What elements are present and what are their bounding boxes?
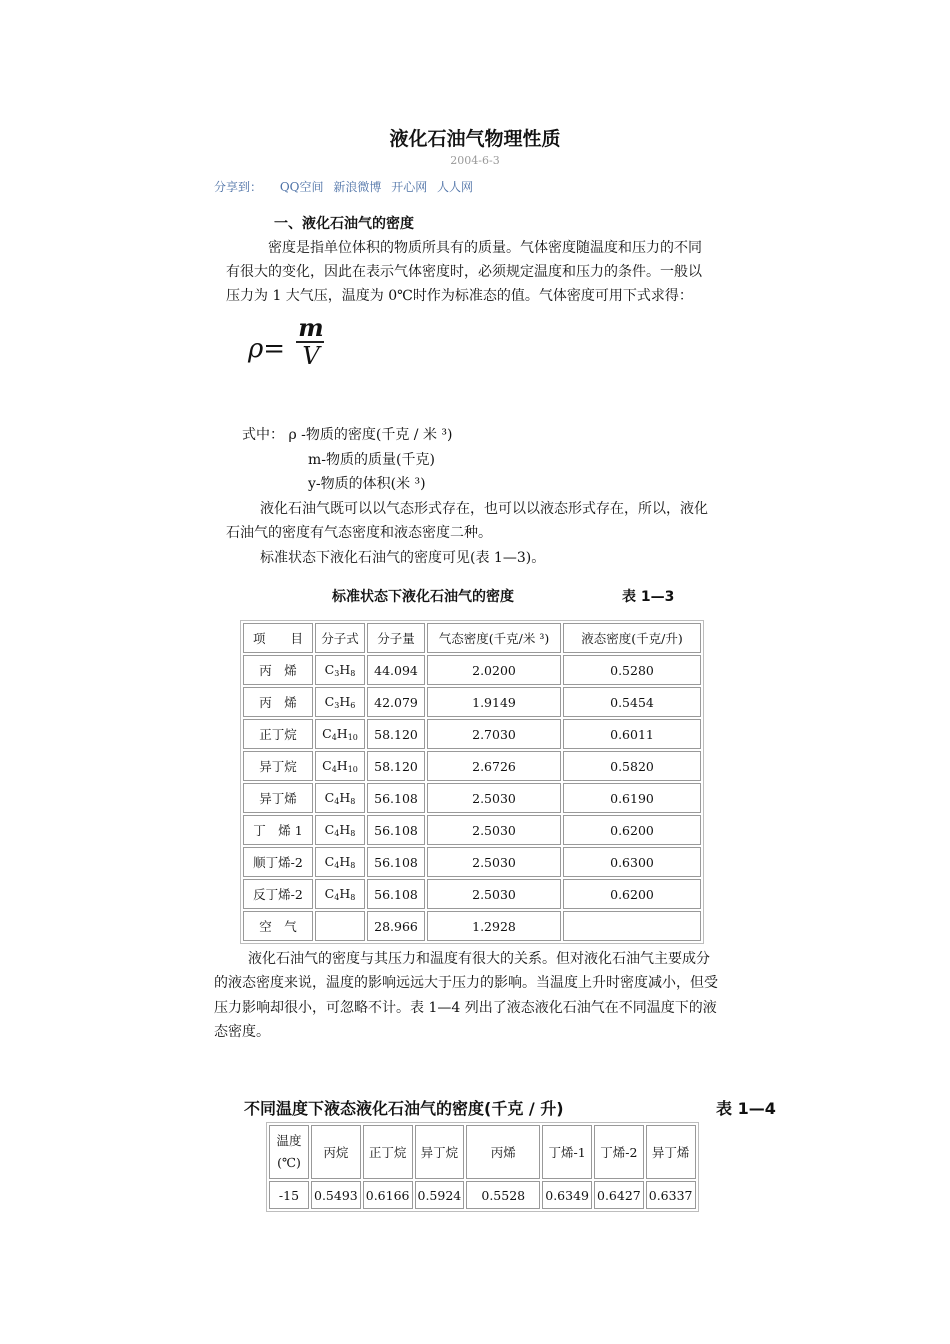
table-cell: 28.966: [367, 911, 425, 941]
para2-line1: 液化石油气既可以以气态形式存在，也可以以液态形式存在，所以，液化: [260, 501, 708, 517]
temperature-density-table: [266, 1122, 699, 1212]
where-line3: y-物质的体积(米 ³): [308, 476, 426, 492]
para1-line3: 压力为 1 大气压，温度为 0℃时作为标准态的值。气体密度可用下式求得：: [226, 288, 693, 304]
formula-cell: $C_3H_8$: [315, 655, 365, 685]
para4-line4: 态密度。: [214, 1024, 270, 1040]
table-cell: 0.6166: [363, 1181, 413, 1209]
table-cell: 58.120: [367, 719, 425, 749]
table-cell: 丙 烯: [243, 687, 313, 717]
table-cell: 0.6349: [542, 1181, 592, 1209]
table-header-row: [243, 623, 701, 653]
table-cell: 0.5454: [563, 687, 701, 717]
table-cell: 0.5280: [563, 655, 701, 685]
table-cell: 0.5493: [311, 1181, 361, 1209]
table1-number: 表 1—3: [622, 589, 675, 605]
table-cell: 2.5030: [427, 879, 561, 909]
table-cell: 58.120: [367, 751, 425, 781]
table-cell: 42.079: [367, 687, 425, 717]
section-heading: 一、液化石油气的密度: [274, 216, 414, 232]
col-header: 气态密度(千克/米 ³): [427, 623, 561, 653]
table-cell: [315, 911, 365, 941]
col-header: 丙烯: [466, 1125, 540, 1179]
para1-line2: 有很大的变化，因此在表示气体密度时，必须规定温度和压力的条件。一般以: [226, 264, 702, 280]
para4-line2: 的液态密度来说，温度的影响远远大于压力的影响。当温度上升时密度减小，但受: [214, 975, 718, 991]
where-line1: 式中： ρ -物质的密度(千克 / 米 ³): [242, 427, 453, 443]
col-header: 项 目: [243, 623, 313, 653]
col-header: 丁烯-1: [542, 1125, 592, 1179]
table2-number: 表 1—4: [716, 1099, 776, 1118]
table-cell: 1.2928: [427, 911, 561, 941]
table-row: [243, 879, 701, 909]
col-header: 丙烷: [311, 1125, 361, 1179]
col-header: 分子式: [315, 623, 365, 653]
table-row: [243, 847, 701, 877]
table-cell: 异丁烷: [243, 751, 313, 781]
col-header: 温度(℃): [269, 1125, 309, 1179]
share-link-weibo[interactable]: 新浪微博: [333, 180, 382, 194]
table-cell: 0.5820: [563, 751, 701, 781]
table-cell: 2.5030: [427, 783, 561, 813]
table-cell: 44.094: [367, 655, 425, 685]
table-cell: 丁 烯 1: [243, 815, 313, 845]
table-cell: 0.6427: [594, 1181, 644, 1209]
col-header: 正丁烷: [363, 1125, 413, 1179]
table-cell: 2.7030: [427, 719, 561, 749]
formula-cell: $C_4H_8$: [315, 815, 365, 845]
formula-cell: $C_3H_6$: [315, 687, 365, 717]
table-row: [243, 783, 701, 813]
table-row: [243, 911, 701, 941]
para2-line2: 石油气的密度有气态密度和液态密度二种。: [226, 525, 492, 541]
table-cell: 丙 烯: [243, 655, 313, 685]
share-link-kaixin[interactable]: 开心网: [391, 180, 428, 194]
table-cell: 0.6190: [563, 783, 701, 813]
para1-line1: 密度是指单位体积的物质所具有的质量。气体密度随温度和压力的不同: [268, 240, 702, 256]
table-cell: 异丁烯: [243, 783, 313, 813]
share-label: 分享到：: [214, 180, 263, 194]
table-cell: 0.6200: [563, 879, 701, 909]
formula-numerator: m: [298, 313, 324, 342]
table-cell: -15: [269, 1181, 309, 1209]
table-cell: 0.6200: [563, 815, 701, 845]
share-link-renren[interactable]: 人人网: [437, 180, 474, 194]
formula-fraction: [296, 313, 326, 370]
col-header: 异丁烷: [415, 1125, 465, 1179]
table-cell: 56.108: [367, 847, 425, 877]
table-row: [243, 687, 701, 717]
formula-cell: $C_4H_8$: [315, 879, 365, 909]
table-row: [243, 719, 701, 749]
table-row: [243, 815, 701, 845]
table-cell: 1.9149: [427, 687, 561, 717]
table-cell: 56.108: [367, 879, 425, 909]
formula-cell: $C_4H_{10}$: [315, 719, 365, 749]
publish-date: 2004-6-3: [450, 154, 500, 167]
table-cell: 56.108: [367, 783, 425, 813]
table-cell: 反丁烯-2: [243, 879, 313, 909]
table1-caption: 标准状态下液化石油气的密度: [332, 589, 514, 605]
density-table: [240, 620, 704, 944]
table-cell: 0.5528: [466, 1181, 540, 1209]
formula-denominator: V: [302, 342, 320, 370]
table-cell: 2.0200: [427, 655, 561, 685]
table-cell: 56.108: [367, 815, 425, 845]
table-cell: 0.6300: [563, 847, 701, 877]
formula-cell: $C_4H_8$: [315, 847, 365, 877]
table-cell: 顺丁烯-2: [243, 847, 313, 877]
table-cell: 2.5030: [427, 847, 561, 877]
share-link-qzone[interactable]: QQ空间: [279, 180, 324, 194]
table-row: [243, 655, 701, 685]
col-header: 丁烯-2: [594, 1125, 644, 1179]
table-header-row: [269, 1125, 696, 1179]
table-cell: 正丁烷: [243, 719, 313, 749]
table-cell: 空 气: [243, 911, 313, 941]
share-bar: [214, 178, 479, 195]
table-cell: 2.6726: [427, 751, 561, 781]
table-cell: 2.5030: [427, 815, 561, 845]
table-row: [269, 1181, 696, 1209]
table-cell: 0.6011: [563, 719, 701, 749]
formula-cell: $C_4H_{10}$: [315, 751, 365, 781]
table-cell: 0.5924: [415, 1181, 465, 1209]
page-title: 液化石油气物理性质: [389, 128, 561, 150]
para4-line1: 液化石油气的密度与其压力和温度有很大的关系。但对液化石油气主要成分: [248, 951, 710, 967]
table-cell: [563, 911, 701, 941]
col-header: 异丁烯: [646, 1125, 696, 1179]
para4-line3: 压力影响却很小，可忽略不计。表 1—4 列出了液态液化石油气在不同温度下的液: [214, 1000, 717, 1016]
table-row: [243, 751, 701, 781]
where-line2: m-物质的质量(千克): [308, 452, 435, 468]
table2-caption: 不同温度下液态液化石油气的密度(千克 / 升): [244, 1099, 564, 1118]
formula-lhs: ρ=: [248, 334, 286, 364]
formula-cell: $C_4H_8$: [315, 783, 365, 813]
table-cell: 0.6337: [646, 1181, 696, 1209]
col-header: 液态密度(千克/升): [563, 623, 701, 653]
para3: 标准状态下液化石油气的密度可见(表 1—3)。: [260, 550, 546, 566]
col-header: 分子量: [367, 623, 425, 653]
